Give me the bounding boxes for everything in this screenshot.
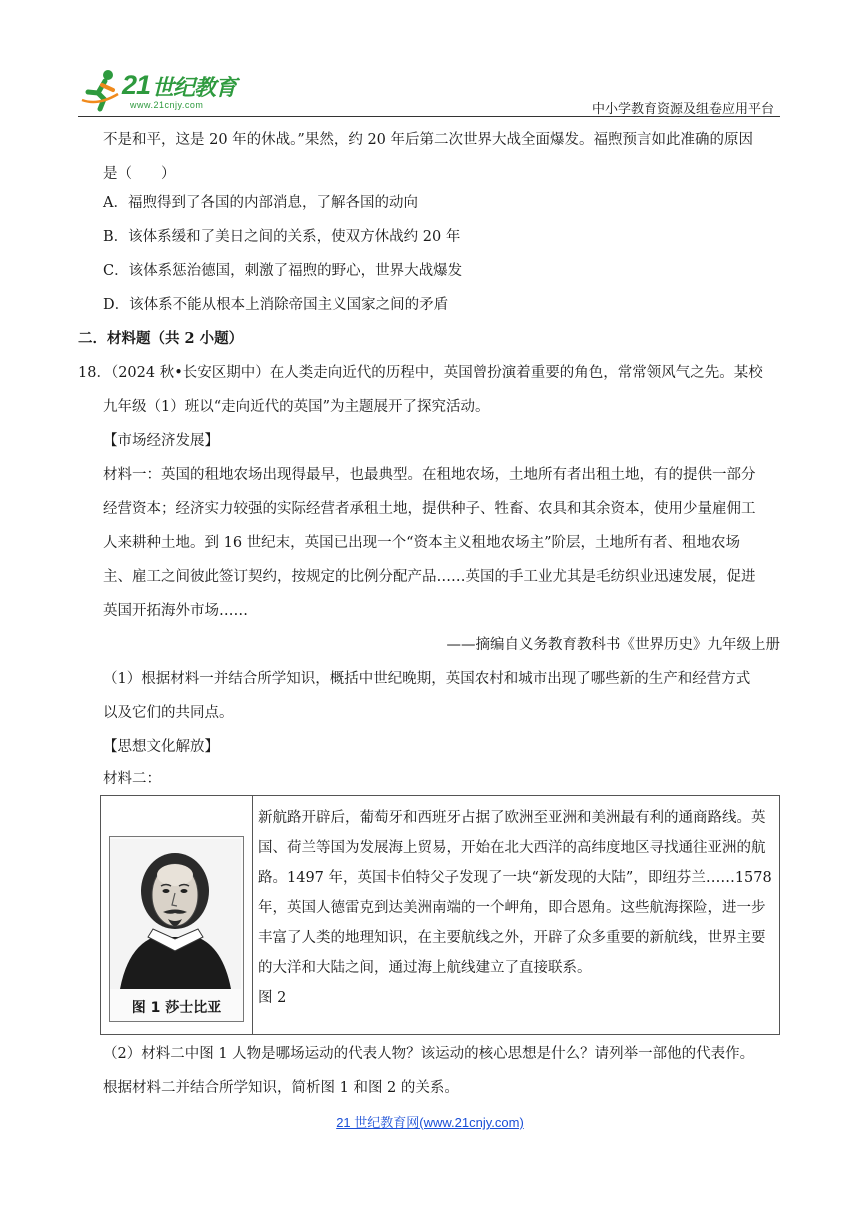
sub-question1-line1: （1）根据材料一并结合所学知识，概括中世纪晚期，英国农村和城市出现了哪些新的生产和经营方式 (103, 671, 751, 687)
material2-line: 路。1497 年，英国卡伯特父子发现了一块“新发现的大陆”，即纽芬兰……1578 (258, 870, 772, 886)
q17-option-c[interactable]: C．该体系惩治德国，刺激了福煦的野心，世界大战爆发 (103, 263, 463, 279)
material1-source: ——摘编自义务教育教科书《世界历史》九年级上册 (446, 637, 780, 653)
heading-market-economy: 【市场经济发展】 (103, 433, 219, 449)
logo-text: 世纪教育 (152, 76, 237, 101)
material2-line: 的大洋和大陆之间，通过海上航线建立了直接联系。 (258, 960, 592, 976)
material1-line4: 主、雇工之间彼此签订契约，按规定的比例分配产品……英国的手工业尤其是毛纺织业迅速发展，促进 (103, 569, 756, 585)
material2-line: 丰富了人类的地理知识，在主要航线之外，开辟了众多重要的新航线，世界主要 (258, 930, 766, 946)
shakespeare-portrait (109, 836, 244, 1022)
material2-line: 年，英国人德雷克到达美洲南端的一个岬角，即合恩角。这些航海探险，进一步 (258, 900, 766, 916)
portrait-image (110, 839, 241, 989)
q17-stem-line1: 不是和平，这是 20 年的休战。”果然，约 20 年后第二次世界大战全面爆发。福煦预言如此准确的原因 (103, 132, 753, 148)
q18-stem-line2: 九年级（1）班以“走向近代的英国”为主题展开了探究活动。 (103, 399, 490, 415)
material2-table (100, 795, 780, 1035)
material2-label: 材料二： (103, 771, 161, 787)
sub-question1-line2: 以及它们的共同点。 (103, 705, 234, 721)
platform-title: 中小学教育资源及组卷应用平台 (591, 102, 774, 117)
sub-question2-line1: （2）材料二中图 1 人物是哪场运动的代表人物？该运动的核心思想是什么？请列举一部他的代表作。 (103, 1046, 755, 1062)
material2-line: 新航路开辟后，葡萄牙和西班牙占据了欧洲至亚洲和美洲最有利的通商路线。英 (258, 810, 766, 826)
material2-line: 国、荷兰等国为发展海上贸易，开始在北大西洋的高纬度地区寻找通往亚洲的航 (258, 840, 766, 856)
q18-stem-line1: 18．（2024 秋•长安区期中）在人类走向近代的历程中，英国曾扮演着重要的角色，常常领风气之先。某校 (78, 365, 763, 381)
material2-text (258, 803, 778, 1013)
logo-url: www.21cnjy.com (130, 100, 204, 110)
material1-line2: 经营资本；经济实力较强的实际经营者承租土地，提供种子、牲畜、农具和其余资本，使用少量雇佣工 (103, 501, 756, 517)
table-divider (252, 796, 253, 1034)
section-heading: 二．材料题（共 2 小题） (78, 330, 244, 347)
material1-line5: 英国开拓海外市场…… (103, 603, 248, 619)
q17-option-d[interactable]: D．该体系不能从根本上消除帝国主义国家之间的矛盾 (103, 297, 449, 313)
page-header (78, 64, 780, 118)
material1-line1: 材料一：英国的租地农场出现得最早，也最典型。在租地农场，土地所有者出租土地，有的提供一部分 (103, 467, 756, 483)
material1-line3: 人来耕种土地。到 16 世纪末，英国已出现一个“资本主义租地农场主”阶层，土地所有者、租地农场 (103, 535, 740, 551)
q17-option-b[interactable]: B．该体系缓和了美日之间的关系，使双方休战约 20 年 (103, 229, 461, 245)
figure2-label: 图 2 (258, 990, 287, 1006)
runner-logo-icon (78, 66, 124, 112)
header-divider (78, 116, 780, 117)
site-logo[interactable] (78, 64, 258, 114)
footer-link[interactable]: 21 世纪教育网(www.21cnjy.com) (336, 1115, 524, 1130)
sub-question2-line2: 根据材料二并结合所学知识，简析图 1 和图 2 的关系。 (103, 1080, 459, 1096)
heading-culture-liberation: 【思想文化解放】 (103, 739, 219, 755)
figure1-caption: 图 1 莎士比亚 (131, 1000, 222, 1016)
q17-option-a[interactable]: A．福煦得到了各国的内部消息，了解各国的动向 (103, 195, 418, 211)
logo-number: 21 (122, 70, 151, 100)
q17-stem-line2: 是（ ） (103, 166, 176, 182)
